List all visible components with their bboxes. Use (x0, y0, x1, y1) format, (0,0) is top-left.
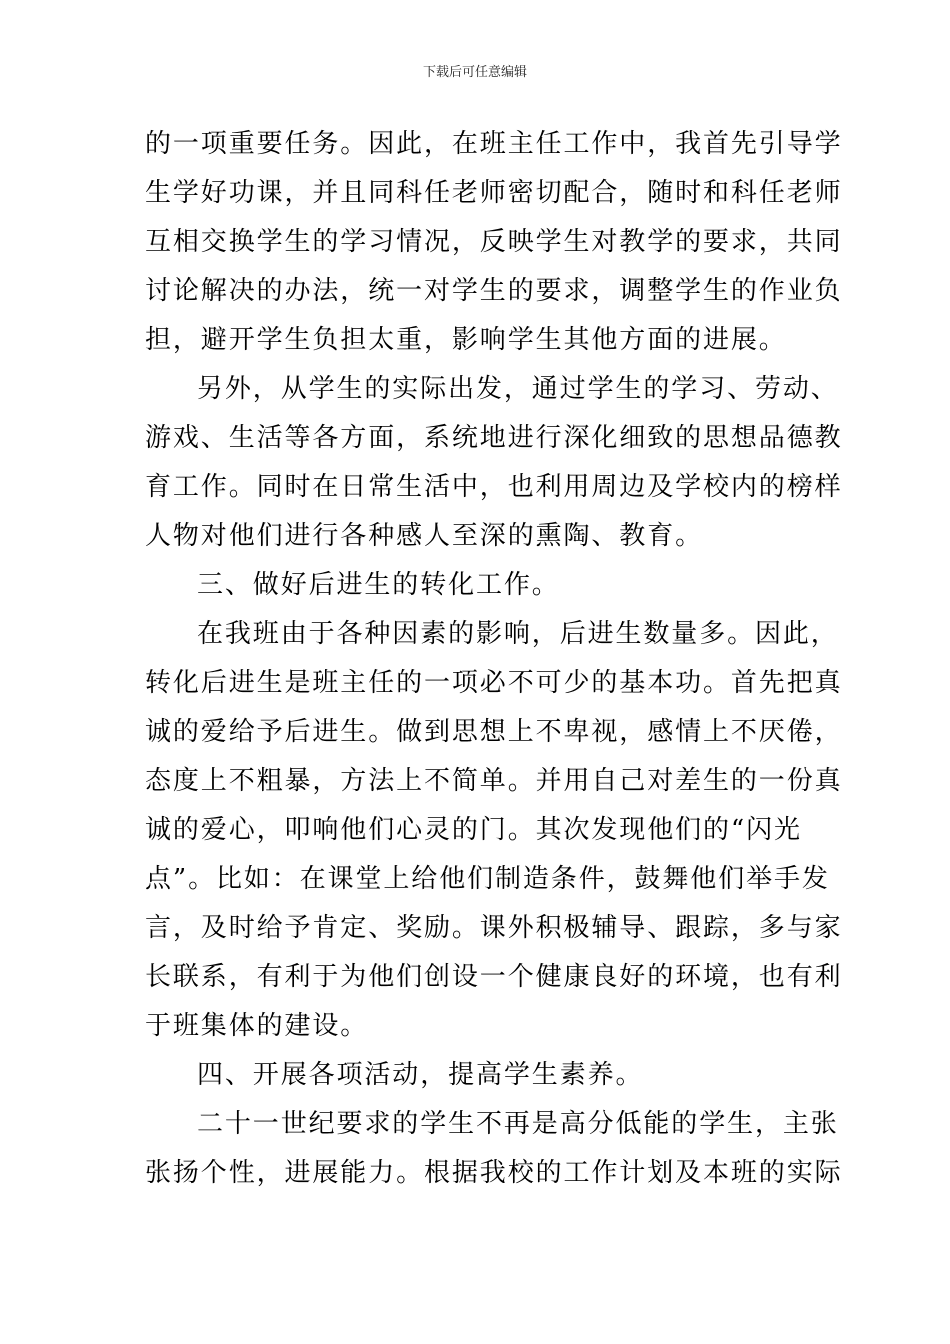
text-line: 生学好功课，并且同科任老师密切配合，随时和科任老师 (145, 178, 843, 208)
text-line: 点”。比如：在课堂上给他们制造条件，鼓舞他们举手发 (145, 864, 830, 894)
text-line: 讨论解决的办法，统一对学生的要求，调整学生的作业负 (145, 276, 843, 306)
text-line: 言，及时给予肯定、奖励。课外积极辅导、跟踪，多与家 (145, 913, 843, 943)
section-heading: 四、开展各项活动，提高学生素养。 (197, 1060, 644, 1090)
section-heading: 三、做好后进生的转化工作。 (197, 570, 560, 600)
text-line: 转化后进生是班主任的一项必不可少的基本功。首先把真 (145, 668, 843, 698)
text-line: 的一项重要任务。因此，在班主任工作中，我首先引导学 (145, 129, 843, 159)
text-line: 育工作。同时在日常生活中，也利用周边及学校内的榜样 (145, 472, 843, 502)
paragraph-start-line: 另外，从学生的实际出发，通过学生的学习、劳动、 (197, 374, 839, 404)
text-line: 于班集体的建设。 (145, 1011, 369, 1041)
text-line: 诚的爱心，叩响他们心灵的门。其次发现他们的“闪光 (145, 815, 802, 845)
text-line: 诚的爱给予后进生。做到思想上不卑视，感情上不厌倦， (145, 717, 843, 747)
paragraph-start-line: 二十一世纪要求的学生不再是高分低能的学生，主张 (197, 1109, 839, 1139)
paragraph-start-line: 在我班由于各种因素的影响，后进生数量多。因此， (197, 619, 839, 649)
text-line: 态度上不粗暴，方法上不简单。并用自己对差生的一份真 (145, 766, 843, 796)
document-body (145, 120, 843, 1198)
text-line: 张扬个性，进展能力。根据我校的工作计划及本班的实际 (145, 1158, 843, 1188)
text-line: 游戏、生活等各方面，系统地进行深化细致的思想品德教 (145, 423, 843, 453)
text-line: 互相交换学生的学习情况，反映学生对教学的要求，共同 (145, 227, 843, 257)
text-line: 人物对他们进行各种感人至深的熏陶、教育。 (145, 521, 704, 551)
page-header: 下载后可任意编辑 (422, 65, 527, 80)
text-line: 担，避开学生负担太重，影响学生其他方面的进展。 (145, 325, 787, 355)
text-line: 长联系，有利于为他们创设一个健康良好的环境，也有利 (145, 962, 843, 992)
